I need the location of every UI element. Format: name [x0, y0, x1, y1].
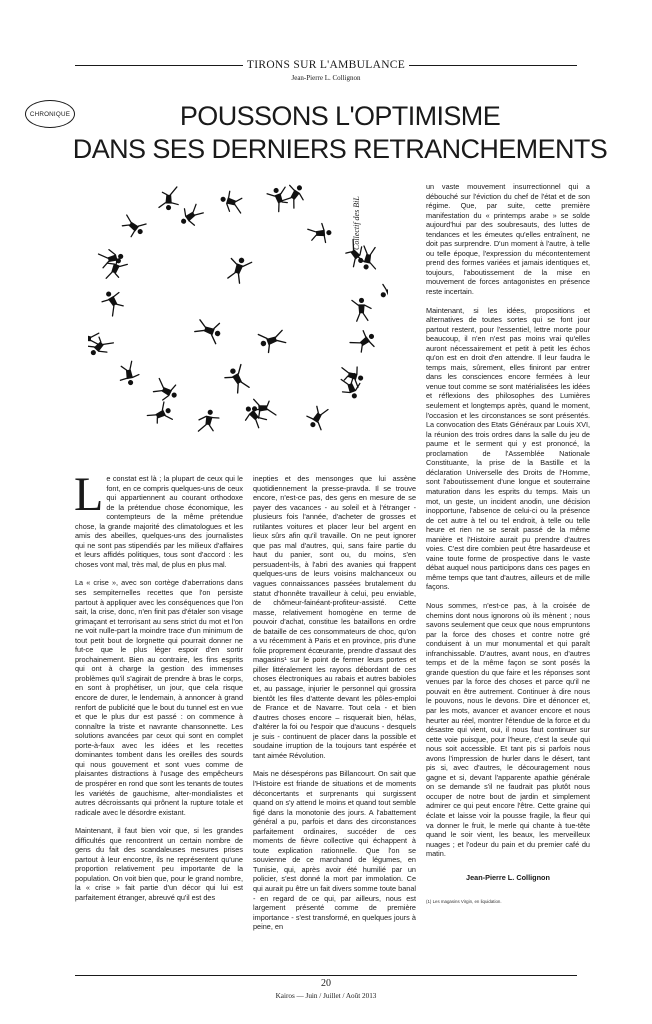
rubric-title: TIRONS SUR L'AMBULANCE: [246, 59, 406, 71]
footer-rule: [75, 975, 577, 976]
article-column-3: [426, 182, 590, 882]
footnote: (1) Les magasins Virgin, en liquidation.: [426, 899, 502, 904]
paragraph: Mais ne désespérons pas Billancourt. On sait que l'Histoire est friande de situations et de moments déconcertants et surprenants qui surgissent quand on s'y attend le moins et quand tout semble figé dans la monotonie des jours. A l'abattement général a pu, parfois et dans des circonstances parfaitement ordinaires, succéder de ces moments de fièvre collective qui échappent à toute explication rationnelle. Que l'on se souvienne de ce marchand de légumes, en Tunisie, qui, après avoir été humilié par un policier, s'est donné la mort par immolation. Ce qui aurait pu être un fait divers somme toute banal - en regard de ce qui, par ailleurs, nous est largement présenté comme de première importance - s'est transformé, en quelques jours à peine, en: [253, 769, 416, 932]
headline-line-2: DANS SES DERNIERS RETRANCHEMENTS: [72, 134, 608, 164]
paragraph: un vaste mouvement insurrectionnel qui a débouché sur l'éviction du chef de l'état et de son régime. Que, par suite, cette première manifestation du « printemps arabe » se solde aujourd'hui par des soubresauts, des luttes de tendances et les émeutes qu'elles entraînent, ne doit pas surprendre. D'un moment à l'autre, à telle ou telle époque, l'expression du mécontentement prend des formes variées et jamais identiques et, toujours, l'aboutissement de la mise en mouvement de forces antagonistes en présence reste incertain.: [426, 182, 590, 297]
paragraph: Maintenant, il faut bien voir que, si les grandes difficultés que rencontrent un certain nombre de gens du fait des scandaleuses mesures prises partout à leur encontre, ils ne représentent qu'une proportion relativement peu importante de la population. On voit bien que, pour le grand nombre, la « crise » fait partie d'un décor qui lui est parfaitement étranger, abreuvé qu'il est des: [75, 826, 243, 902]
issue-info: Kairos — Juin / Juillet / Août 2013: [275, 992, 377, 1000]
paragraph: Le constat est là ; la plupart de ceux qui le font, en ce compris quelques-uns de ceux qui appartiennent au courant orthodoxe de la prétendue chose économique, les contempteurs de la même prétendue chose, la grande majorité des climatologues et les amis des abeilles, quelques-uns des journalistes qui ne sont pas stipendiés par les milieux d'affaires et leurs affidés politiques, tous sont d'accord : les choses vont mal, très mal, de plus en plus mal.: [74, 468, 243, 569]
drop-cap: L: [74, 468, 104, 521]
paragraph: inepties et des mensonges que lui assène quotidiennement la presse-pravda. Il se trouve encore, n'est-ce pas, des gens en mesure de se payer des vacances - au soleil et à l'étranger - plusieurs fois l'année, d'acheter de grosses et rutilantes voitures et placer leur bel argent en lieux sûrs afin qu'il travaille. On ne peut ignorer que pas mal d'autres, qui, sans faire partie du haut du panier, sont ou, du moins, s'en persuadent-ils, à l'abri des avanies qui frappent quelques-uns de leurs voisins malchanceux ou vagues connaissances passées brutalement du statut d'honnête travailleur à celui, peu enviable, de chômeur-fainéant-profiteur-assisté. Cette masse, relativement homogène en terme de pouvoir d'achat, constitue les bataillons en ordre de bataille de ces consommateurs de choc, qu'on a vu récemment à Paris et en province, pris d'une folie proprement écœurante, prendre d'assaut des magasins¹ sur le point de fermer leurs portes et piller littéralement les rayons débordant de ces choses électroniques au rabais et autres babioles et, au passage, injurier le personnel qui grossira bientôt les files d'attente devant les pôles-emploi de France et de Navarre. Tout cela - et bien d'autres choses encore – risquerait bien, hélas, d'altérer la foi ou l'espoir que d'aucuns - desquels je suis - continuent de placer dans la possible et soudaine irruption de la toujours tant espérée et tant aimée Révolution.: [253, 474, 416, 760]
author-signoff: Jean-Pierre L. Collignon: [466, 872, 550, 882]
dancing-figures-icon: [88, 180, 388, 450]
illustration-signature: Collectif des BiL: [352, 196, 361, 250]
article-column-2: [253, 474, 416, 941]
paragraph: La « crise », avec son cortège d'aberrations dans ses sempiternelles recettes que l'on persiste partout à appliquer avec les conséquences que l'on sait, la crise, donc, n'en finit pas d'étaler son visage grimaçant et terrorisant au sens strict du mot et l'on ne voit nulle-part la moindre trace d'un minimum de tout petit bout de lorgnette qui pourrait donner ne fut-ce que le plus léger espoir d'en sortir prochainement. Bien au contraire, les fins esprits qui ont à charge la gestion des immenses problèmes qu'il s'agirait de prendre à bras le corps, en sont à prophétiser, un jour, que cela risque encore de durer, le lendemain, à annoncer à grand renfort de publicité que le bout du tunnel est en vue et que le plus dur est passé : on commence à connaître la triste et navrante chansonnette. Les solutions avancées par ceux qui sont en complet porte-à-faux avec les idées et les recettes dominantes tombent dans les oreilles des sourds qui nous gouvernent et sont vues comme de plaisantes distractions à l'usage des empêcheurs de prospérer en rond que sont les tenants de toutes les variétés de gauchisme, alter-mondialistes et autres décroissants qui prônent la rupture totale et radicale avec le désordre existant.: [75, 578, 243, 817]
badge-label: CHRONIQUE: [29, 110, 71, 118]
rubric-author: Jean-Pierre L. Collignon: [291, 74, 361, 82]
paragraph: Maintenant, si les idées, propositions et alternatives de toutes sortes qui se font jour partout restent, pour l'essentiel, lettre morte pour beaucoup, il n'en n'est pas moins vrai qu'elles auront nécessairement et petit à petit les échos qu'on est en droit d'en attendre. Il leur faudra le temps mais, sûrement, elles finiront par entrer dans les consciences encore fermées à leur venue tout comme se sont matérialisées les idées et réflexions des philosophes des Lumières seulement et longtemps après, quand le moment, l'occasion et les circonstances se sont présentés. La convocation des Etats Généraux par Louis XVI, la réunion des trois ordres dans la salle du jeu de paume et le serment qui y est prononcé, la proclamation de l'Assemblée Nationale Constituante, la prise de la Bastille et la déclaration Universelle des Droits de l'Homme, sont l'aboutissement d'une longue et souterraine maturation dans les esprits du temps. Mais un mot, un geste, un incident anodin, une décision inopportune, l'absence de celui-ci ou la présence de cet autre à tel ou tel endroit, à telle ou telle heure et rien ne se serait passé de la même manière et l'Histoire aurait pu prendre d'autres voies. C'est dire combien peut être hasardeuse et vaine toute forme de prospective dans le vaste débat auquel nous participons dans ces pages en même temps que tant d'autres, ailleurs et de mille façons.: [426, 305, 590, 592]
article-column-1: [74, 468, 243, 912]
page-number: 20: [321, 978, 331, 989]
headline-line-1: POUSSONS L'OPTIMISME: [179, 101, 501, 131]
paragraph: Nous sommes, n'est-ce pas, à la croisée de chemins dont nous ignorons où ils mènent ; nous savons seulement que ceux que nous empruntons par la force des choses et contre notre gré conduisent à un mur monumental et qui paraît infranchissable. D'autres, avant nous, en d'autres temps et de la même façon se sont posés la grande question du que faire et les réponses sont venues par la force des choses et parce qu'il ne pouvait en être autrement. Continuer à dire nous le pouvons, nous le devons. Dire et dénoncer et, par les mots, avancer et avancer encore et nous heurter au réel, montrer l'étendue de la force et du désastre qui vient, oui, il nous faut continuer sur cette voie puisque, pour l'heure, c'est la seule qui nous soit accessible. Et tant pis si parfois nous avons l'impression de hurler dans le désert, tant pis si, avec d'autres, le découragement nous gagne et si, devant l'apparente apathie générale on se demande s'il ne faudrait pas plutôt nous occuper de notre bout de jardin et simplement admirer ce qui peut encore l'être. Cette graine qui éclate et laisse voir la pousse fragile, la fleur qui va donner le fruit, le merle qui chante à tue-tête quand le soir vient, les beaux, les merveilleux nuages ; et l'odeur du pain et du premier café du matin.: [426, 600, 590, 859]
